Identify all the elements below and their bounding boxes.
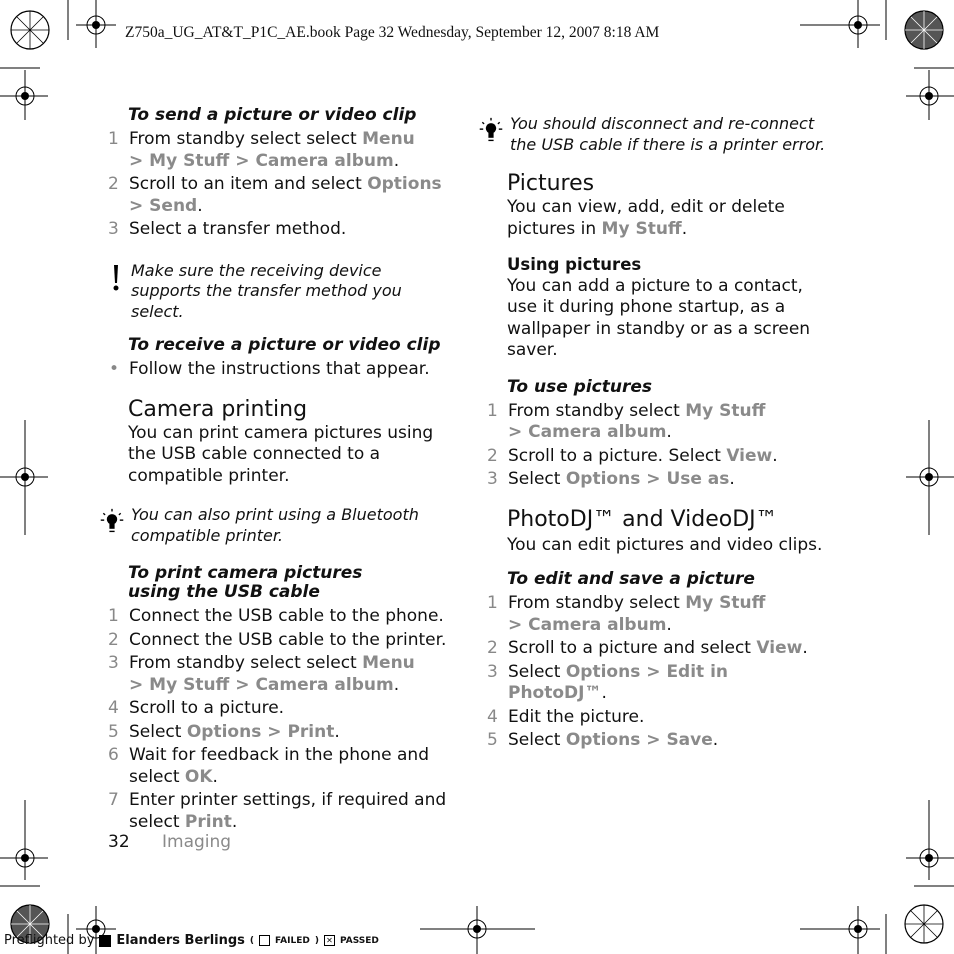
bluetooth-tip-note: You can also print using a Bluetooth compatible printer. [131,505,456,546]
print-step-4: 4 Scroll to a picture. [108,698,285,718]
page-number: 32 [108,832,130,852]
photodj-title: PhotoDJ™ and VideoDJ™ [507,506,778,532]
use-pictures-heading: To use pictures [507,376,653,397]
send-step-3: 3 Select a transfer method. [108,219,347,239]
lightbulb-tip-icon [478,114,504,146]
use-step-1: 1 From standby select My Stuff > Camera album. [487,400,766,442]
right-column [487,114,832,752]
warning-note: Make sure the receiving device supports the transfer method you select. [131,261,456,323]
send-step-2: 2 Scroll to an item and select Options > Send. [108,174,442,216]
edit-step-5: 5 Select Options > Save. [487,730,719,750]
photodj-body: You can edit pictures and video clips. [507,534,823,555]
receive-heading: To receive a picture or video clip [128,335,441,355]
receive-bullet: • Follow the instructions that appear. [109,359,430,379]
camera-printing-body: You can print camera pictures using the USB cable connected to a compatible printer. [128,422,434,486]
pictures-body: You can view, add, edit or delete pictures in My Stuff. [507,197,785,239]
using-pictures-body: You can add a picture to a contact, use it during phone startup, as a wallpaper in standby or as a screen saver. [507,275,811,360]
section-name: Imaging [162,832,232,852]
failed-checkbox-icon [259,935,270,946]
print-step-5: 5 Select Options > Print. [108,721,340,742]
passed-label: PASSED [339,935,379,946]
preflight-label: Preflighted by [4,933,95,948]
elanders-logo-icon [99,935,111,947]
lightbulb-tip-icon [99,505,125,537]
use-step-2: 2 Scroll to a picture. Select View. [487,445,778,466]
using-pictures-title: Using pictures [507,255,642,274]
edit-step-3: 3 Select Options > Edit in PhotoDJ™. [487,661,729,703]
preflight-brand: Elanders Berlings [116,933,245,948]
passed-checkbox-icon: ✕ [324,935,335,946]
use-step-3: 3 Select Options > Use as. [487,469,735,489]
send-step-1: 1 From standby select select Menu > My Stuff > Camera album. [108,129,415,171]
edit-step-1: 1 From standby select My Stuff > Camera album. [487,593,766,635]
edit-step-2: 2 Scroll to a picture and select View. [487,638,808,658]
print-step-6: 6 Wait for feedback in the phone and select OK. [108,745,429,787]
print-step-1: 1 Connect the USB cable to the phone. [108,606,444,626]
pictures-title: Pictures [507,171,595,196]
usb-tip-note: You should disconnect and re-connect the USB cable if there is a printer error. [510,114,830,155]
edit-heading: To edit and save a picture [507,569,755,589]
print-step-2: 2 Connect the USB cable to the printer. [108,629,447,650]
print-heading: To print camera pictures using the USB cable [128,563,363,602]
book-slug-line: Z750a_UG_AT&T_P1C_AE.book Page 32 Wednesday, September 12, 2007 8:18 AM [125,24,660,41]
failed-label: FAILED [275,935,310,946]
print-step-7: 7 Enter printer settings, if required and select Print. [108,790,447,832]
exclamation-icon [105,263,131,295]
send-heading: To send a picture or video clip [128,105,417,125]
left-column [108,106,458,833]
camera-printing-title: Camera printing [128,396,308,422]
print-step-3: 3 From standby select select Menu > My Stuff > Camera album. [108,653,415,695]
edit-step-4: 4 Edit the picture. [487,706,645,727]
preflight-stamp: Preflighted by Elanders Berlings ( FAILED ) ✕ PASSED [4,933,379,948]
